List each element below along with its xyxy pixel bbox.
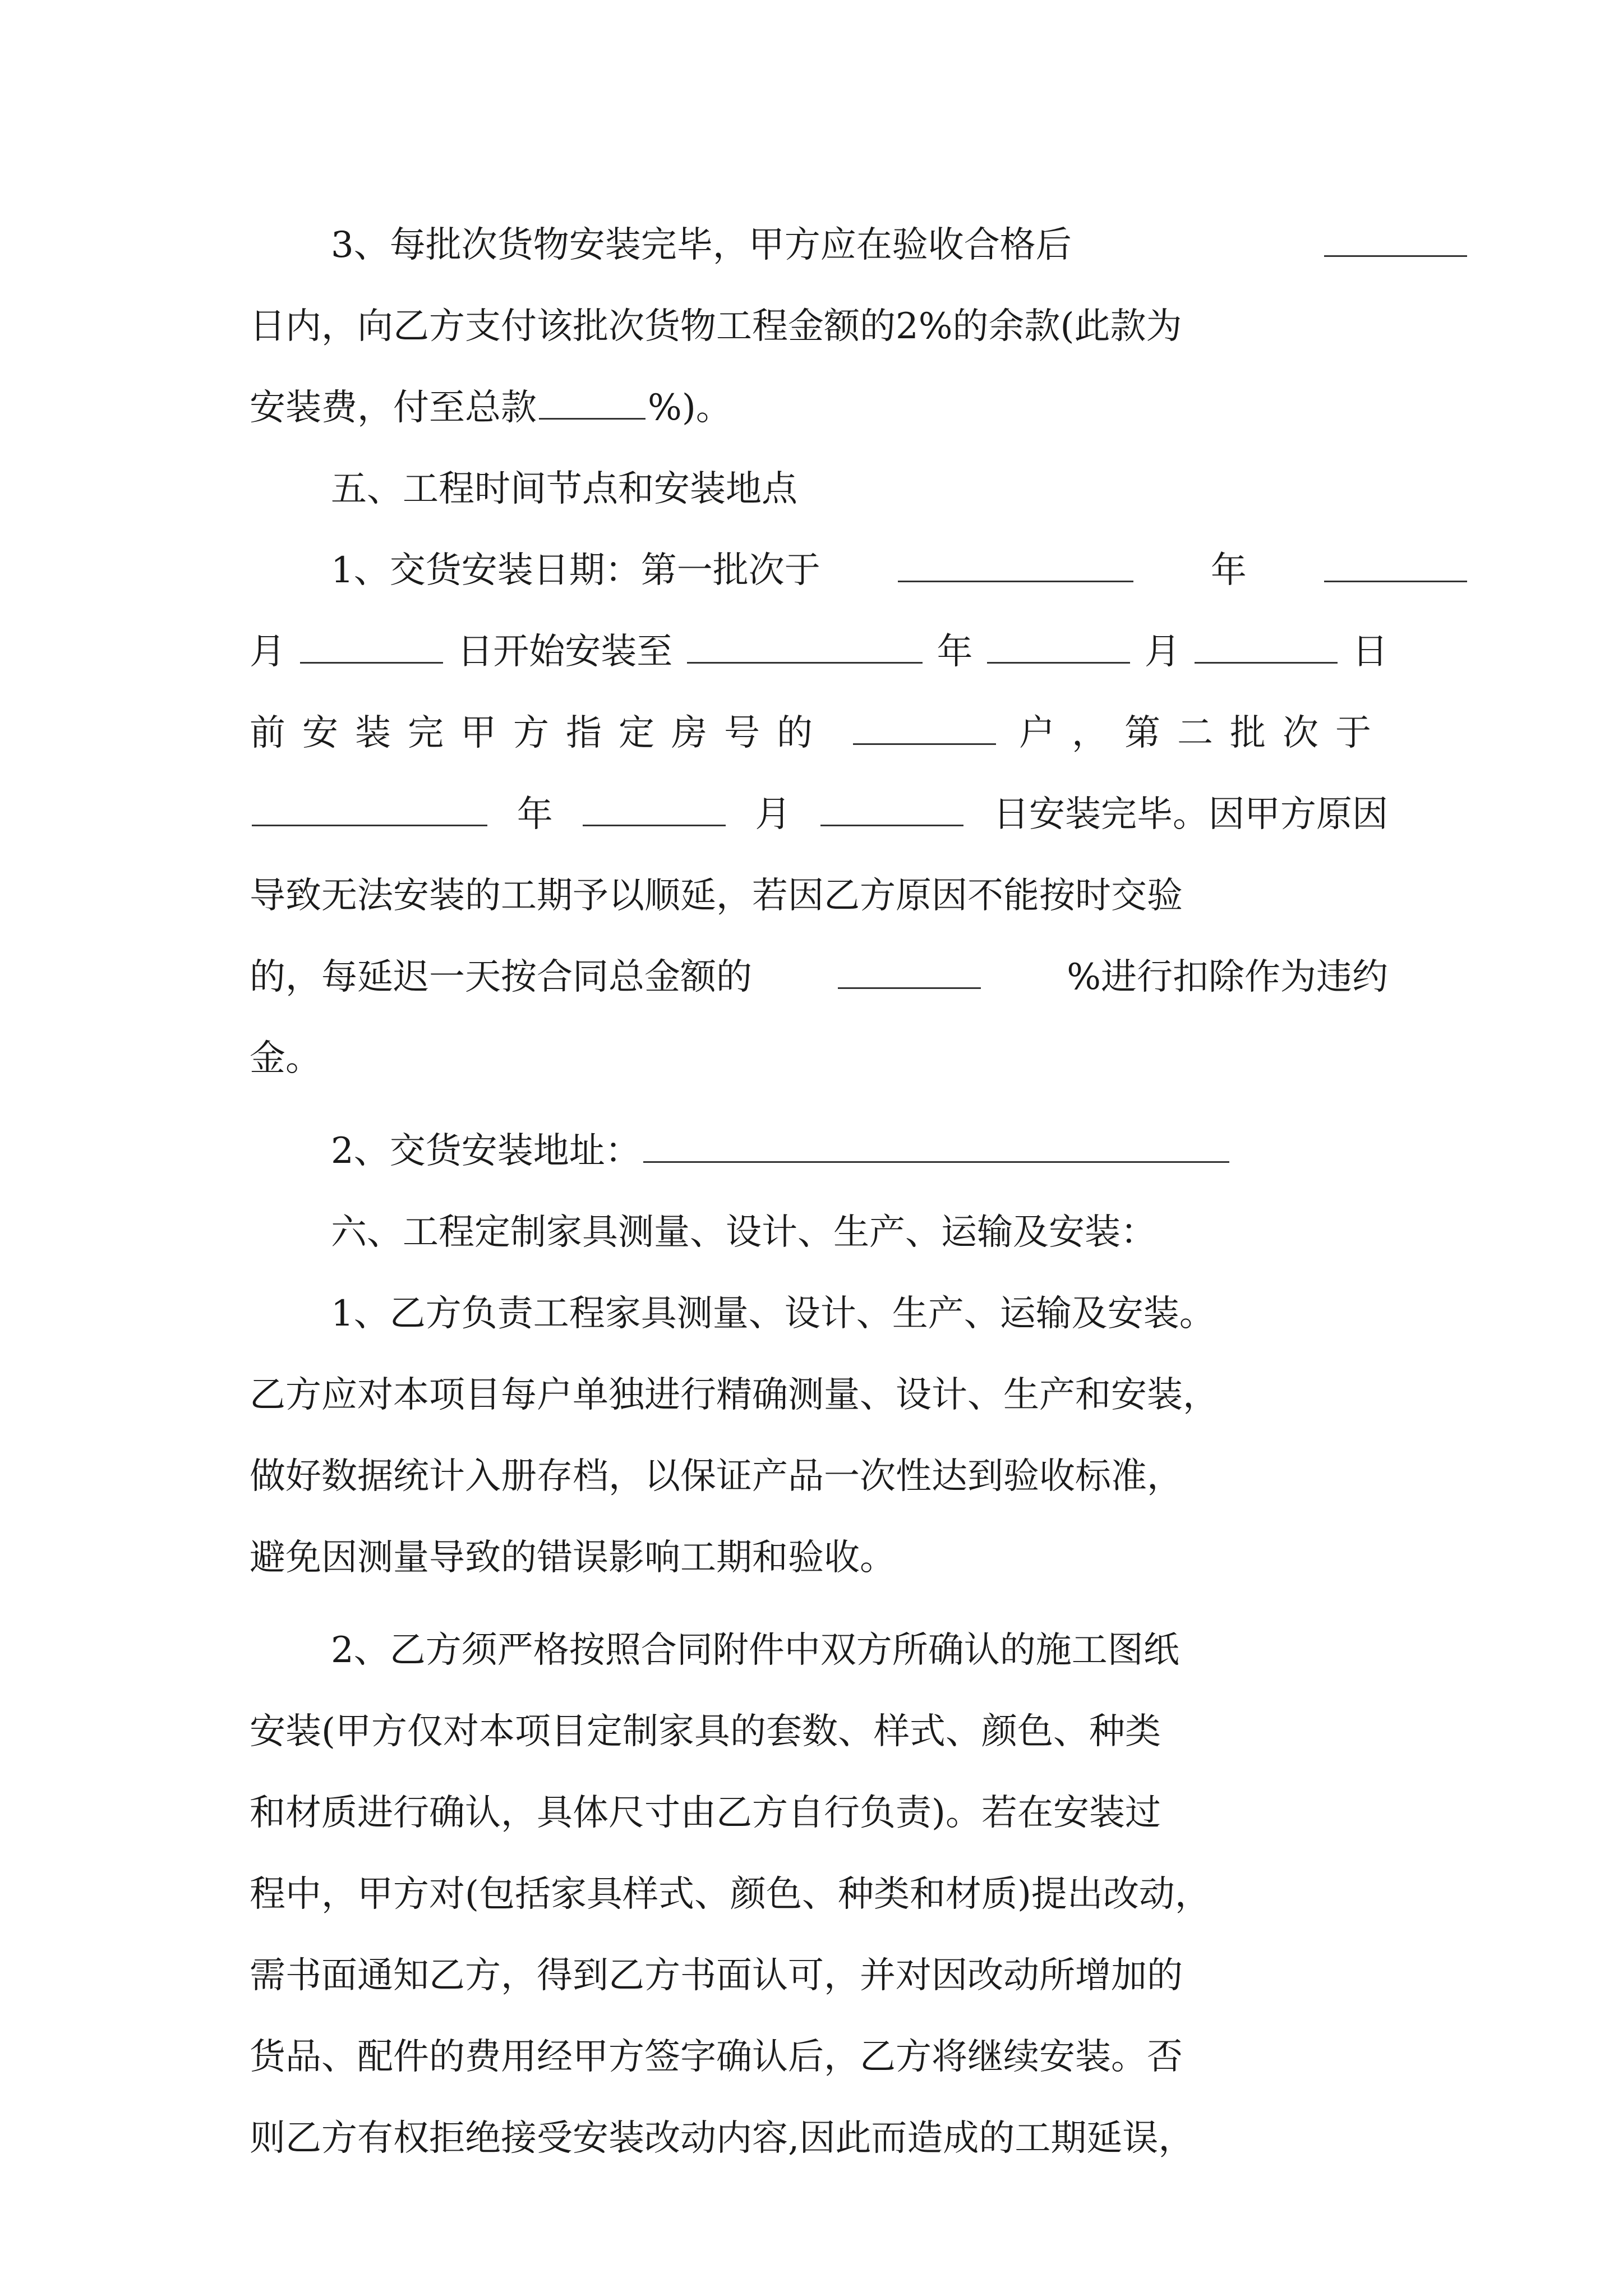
- text-run: 1、乙方负责工程家具测量、设计、生产、运输及安装。: [331, 1293, 1215, 1335]
- paragraph-line: [250, 1436, 1388, 1517]
- fill-in-blank: [820, 789, 963, 826]
- paragraph-line: [250, 1018, 1388, 1099]
- text-run: 程中，甲方对(包括家具样式、颜色、种类和材质)提出改动，: [250, 1874, 1211, 1915]
- fill-in-blank: [687, 626, 923, 664]
- text-run: 则乙方有权拒绝接受安装改动内容,因此而造成的工期延误，: [250, 2118, 1195, 2159]
- text-run: 前安装完甲方指定房号的: [250, 712, 829, 754]
- document-body: [250, 205, 1388, 2179]
- section-title: 六、工程定制家具测量、设计、生产、运输及安装：: [331, 1212, 1156, 1253]
- paragraph-line: [250, 1854, 1388, 1935]
- text-run: 1、交货安装日期：第一批次于: [331, 550, 820, 591]
- text-run: 月: [1144, 631, 1181, 673]
- text-run: %进行扣除作为违约: [1067, 956, 1388, 998]
- paragraph-line: [250, 774, 1388, 855]
- paragraph-line: [250, 1773, 1388, 1854]
- paragraph-line: [250, 1273, 1388, 1355]
- text-run: 3、每批次货物安装完毕，甲方应在验收合格后: [331, 224, 1072, 266]
- text-run: 年: [1210, 550, 1247, 591]
- text-run: 2、交货安装地址：: [331, 1130, 641, 1172]
- paragraph-line: [250, 2017, 1388, 2098]
- paragraph-line: [250, 1517, 1388, 1599]
- text-run: 月: [755, 794, 791, 835]
- paragraph-line: [250, 611, 1388, 693]
- text-run: 2、乙方须严格按照合同附件中双方所确认的施工图纸: [331, 1630, 1179, 1671]
- fill-in-blank: [1324, 545, 1467, 582]
- paragraph-line: [250, 1691, 1388, 1773]
- text-run: 和材质进行确认，具体尺寸由乙方自行负责)。若在安装过: [250, 1792, 1161, 1834]
- fill-in-blank: [643, 1125, 1229, 1163]
- section-heading: [250, 1192, 1388, 1273]
- text-run: 日安装完毕。因甲方原因: [993, 794, 1388, 835]
- text-run: 安装(甲方仅对本项目定制家具的套数、样式、颜色、种类: [250, 1711, 1161, 1752]
- text-run: 年: [937, 631, 973, 673]
- text-run: 金。: [250, 1038, 321, 1079]
- text-run: 安装费，付至总款: [250, 387, 537, 429]
- text-run: 避免因测量导致的错误影响工期和验收。: [250, 1537, 896, 1579]
- text-run: 乙方应对本项目每户单独进行精确测量、设计、生产和安装，: [250, 1374, 1219, 1416]
- paragraph-line: [250, 367, 1388, 449]
- paragraph-line: [250, 205, 1469, 286]
- paragraph-line: [250, 1935, 1388, 2017]
- fill-in-blank: [300, 626, 443, 664]
- text-run: 货品、配件的费用经甲方签字确认后，乙方将继续安装。否: [250, 2036, 1183, 2078]
- text-run: 导致无法安装的工期予以顺延，若因乙方原因不能按时交验: [250, 875, 1183, 917]
- fill-in-blank: [1324, 219, 1467, 257]
- paragraph-line: [250, 2098, 1388, 2179]
- text-run: 户，第二批次于: [1019, 712, 1388, 754]
- fill-in-blank: [987, 626, 1130, 664]
- text-run: 日: [1352, 631, 1388, 673]
- section-title: 五、工程时间节点和安装地点: [331, 468, 797, 510]
- text-run: %)。: [648, 387, 732, 429]
- text-run: 做好数据统计入册存档，以保证产品一次性达到验收标准，: [250, 1456, 1183, 1497]
- text-run: 日内，向乙方支付该批次货物工程金额的2%的余款(此款为: [250, 306, 1182, 347]
- text-run: 的，每延迟一天按合同总金额的: [250, 956, 752, 998]
- fill-in-blank: [853, 707, 996, 745]
- paragraph-line: [250, 1355, 1388, 1436]
- paragraph-line: [250, 530, 1469, 611]
- paragraph-line: [250, 937, 1388, 1018]
- text-run: 日开始安装至: [457, 631, 673, 673]
- paragraph-line: [250, 1610, 1388, 1691]
- fill-in-blank: [539, 382, 645, 420]
- fill-in-blank: [838, 951, 981, 989]
- fill-in-blank: [252, 789, 487, 826]
- paragraph-line: [250, 1111, 1388, 1192]
- text-run: 年: [517, 794, 553, 835]
- text-run: 需书面通知乙方，得到乙方书面认可，并对因改动所增加的: [250, 1955, 1183, 1996]
- paragraph-line: [250, 286, 1388, 367]
- text-run: 月: [250, 631, 285, 673]
- paragraph-line: [250, 855, 1388, 937]
- paragraph-line: [250, 693, 1388, 774]
- section-heading: [250, 449, 1388, 530]
- fill-in-blank: [583, 789, 726, 826]
- fill-in-blank: [898, 545, 1133, 582]
- fill-in-blank: [1195, 626, 1338, 664]
